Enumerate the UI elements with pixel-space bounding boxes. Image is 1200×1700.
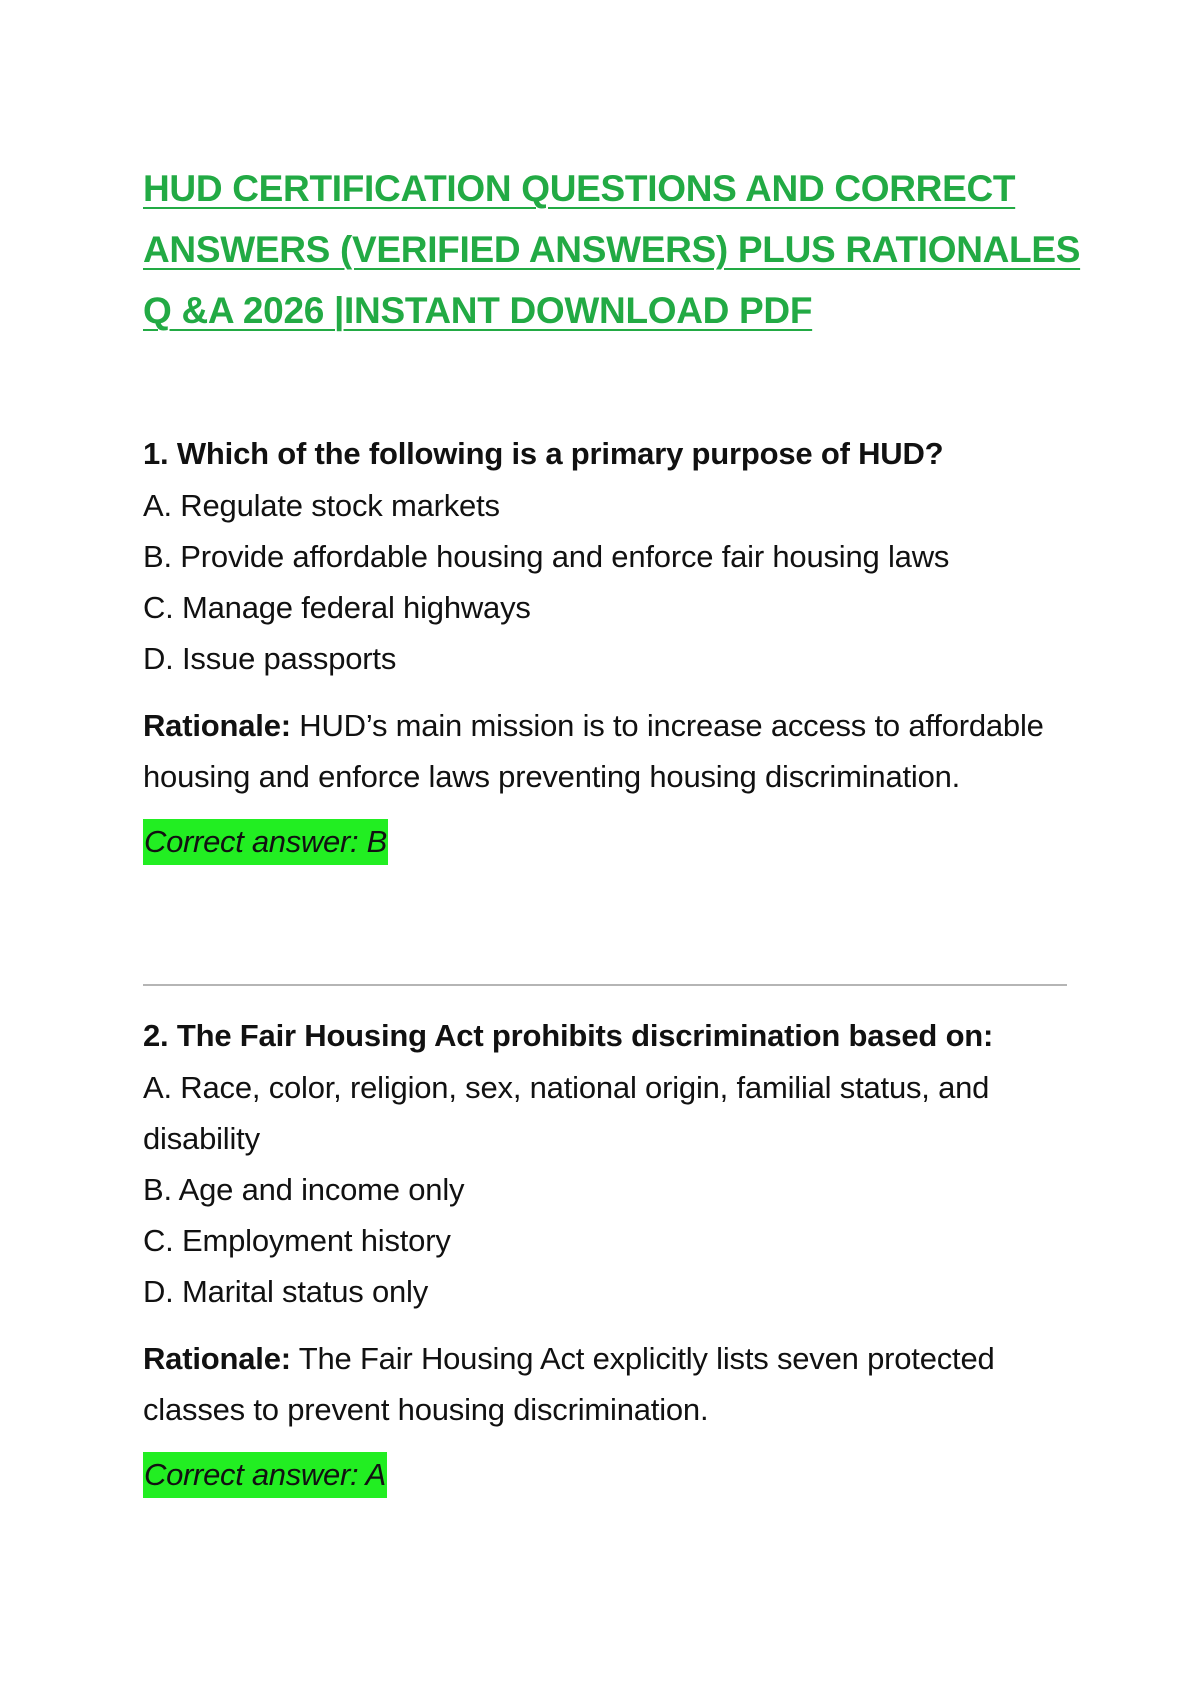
question-text: 2. The Fair Housing Act prohibits discrimination based on: (143, 1018, 994, 1053)
correct-answer-highlight: Correct answer: B (143, 819, 388, 865)
question-text: 1. Which of the following is a primary purpose of HUD? (143, 436, 944, 471)
option-item: D. Marital status only (143, 1274, 429, 1309)
option-item: B. Provide affordable housing and enforce fair housing laws (143, 539, 950, 574)
option-item: A. Race, color, religion, sex, national origin, familial status, and disability (143, 1070, 990, 1156)
rationale-text: HUD’s main mission is to increase access to affordable housing and enforce laws preventing housing discrimination. (143, 708, 1044, 794)
rationale (143, 700, 1083, 802)
option-list (143, 480, 1083, 684)
title-line: Q &A 2026 |INSTANT DOWNLOAD PDF (143, 290, 813, 331)
option-item: D. Issue passports (143, 641, 397, 676)
rationale-text: The Fair Housing Act explicitly lists seven protected classes to prevent housing discrimination. (143, 1341, 995, 1427)
document-title (143, 158, 1083, 341)
option-list (143, 1062, 1083, 1317)
question-block-2 (143, 1010, 1083, 1498)
rationale-label: Rationale: (143, 708, 291, 743)
option-item: A. Regulate stock markets (143, 488, 500, 523)
title-line: ANSWERS (VERIFIED ANSWERS) PLUS RATIONALES (143, 229, 1081, 270)
option-item: B. Age and income only (143, 1172, 465, 1207)
correct-answer-highlight: Correct answer: A (143, 1452, 387, 1498)
title-line: HUD CERTIFICATION QUESTIONS AND CORRECT (143, 168, 1016, 209)
question-block-1 (143, 428, 1083, 865)
option-item: C. Manage federal highways (143, 590, 531, 625)
option-item: C. Employment history (143, 1223, 451, 1258)
section-divider (143, 984, 1067, 986)
rationale-label: Rationale: (143, 1341, 291, 1376)
rationale (143, 1333, 1083, 1435)
